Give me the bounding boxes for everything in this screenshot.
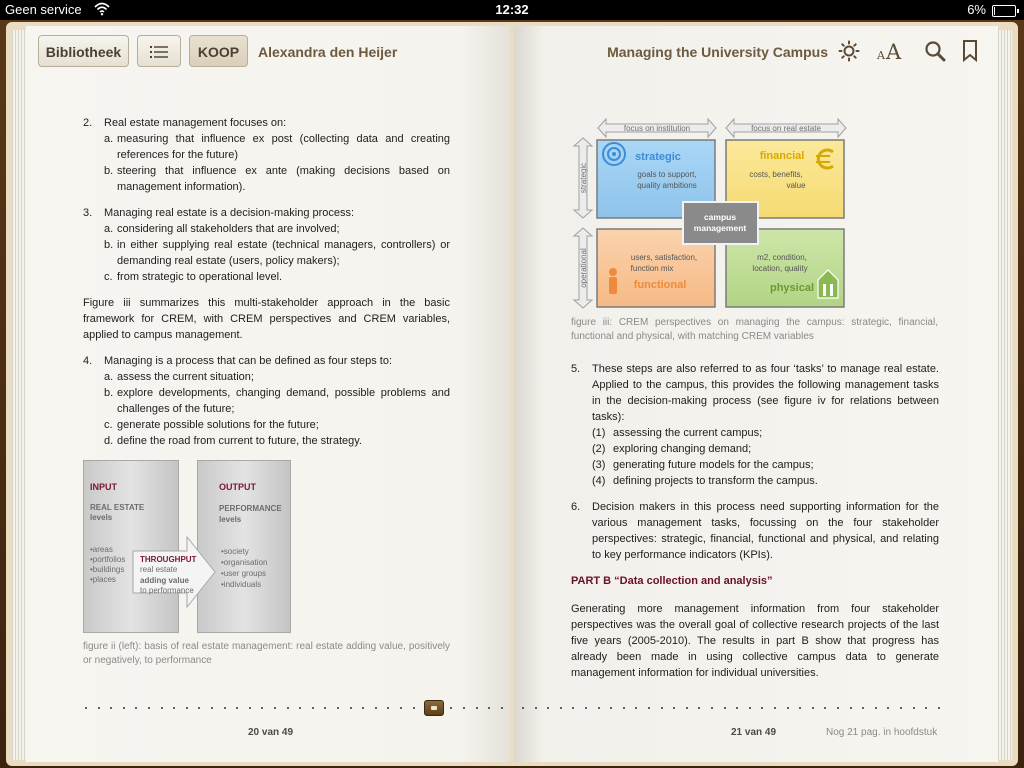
page-edges-right — [998, 30, 1012, 760]
part-b-heading: PART B “Data collection and analysis” — [571, 575, 773, 587]
figure-ii-caption: figure ii (left): basis of real estate management: real estate adding value, positively or negatively, to performance — [83, 641, 450, 666]
sub-text: define the road from current to future, the strategy. — [117, 435, 362, 447]
scrubber-dot — [598, 707, 600, 709]
scrubber-dot — [413, 707, 415, 709]
battery-fill — [994, 7, 995, 15]
item-number: 2. — [83, 117, 93, 129]
item-number: 6. — [571, 501, 581, 513]
throughput-line: adding value — [140, 576, 189, 585]
physical-desc: m2, condition, — [757, 253, 807, 262]
scrubber-dot — [198, 707, 200, 709]
scrubber-dot — [673, 707, 675, 709]
scrubber-dot — [812, 707, 814, 709]
list-item-3 — [83, 205, 450, 285]
right-page-text — [571, 361, 939, 691]
sub-letter: c. — [104, 271, 113, 283]
input-item: •portfolios — [90, 555, 126, 564]
scrubber-dot — [648, 707, 650, 709]
output-title: OUTPUT — [219, 482, 256, 492]
sub-text: in either supplying real estate (technical managers, controllers) or demanding real estate (users, policy makers); — [117, 239, 450, 267]
list-item-5 — [571, 361, 939, 489]
scrubber-dot — [135, 707, 137, 709]
sub-text: defining projects to transform the campus. — [613, 475, 818, 487]
scrubber-dot — [724, 707, 726, 709]
battery-percent: 6% — [967, 2, 986, 17]
sub-text: assess the current situation; — [117, 371, 254, 383]
scrubber-dot — [161, 707, 163, 709]
focus-real-estate-label: focus on real estate — [751, 124, 821, 133]
page-scrubber-right[interactable] — [520, 706, 940, 710]
scrubber-dot — [98, 707, 100, 709]
pages-remaining-in-chapter: Nog 21 pag. in hoofdstuk — [826, 727, 938, 738]
strategic-desc: goals to support, — [637, 170, 697, 179]
library-button[interactable]: Bibliotheek — [38, 35, 129, 67]
scrubber-dot — [312, 707, 314, 709]
item-text: Managing real estate is a decision-making process: — [104, 207, 355, 219]
input-subtitle-2: levels — [90, 513, 113, 522]
sub-text: explore developments, changing demand, possible problems and challenges of the future; — [117, 387, 450, 415]
scrubber-dot — [913, 707, 915, 709]
figure-iii — [570, 116, 850, 314]
item-text: Real estate management focuses on: — [104, 117, 287, 129]
battery-icon — [992, 5, 1016, 17]
sub-letter: a. — [104, 371, 114, 383]
sub-letter: a. — [104, 133, 114, 145]
scrubber-dot — [635, 707, 637, 709]
center-label-2: management — [693, 223, 747, 233]
scrubber-dot — [400, 707, 402, 709]
input-subtitle: REAL ESTATE — [90, 503, 145, 512]
scrubber-dot — [324, 707, 326, 709]
scrubber-dot — [698, 707, 700, 709]
scrubber-dot — [900, 707, 902, 709]
financial-desc: costs, benefits, — [749, 170, 803, 179]
scrubber-dot — [488, 707, 490, 709]
item-text: These steps are also referred to as four ‘tasks’ to manage real estate. Applied to the campus, this provides the following management tasks in the decision-making process (see figure iv for relations between tasks): — [592, 363, 939, 423]
scrubber-dot — [261, 707, 263, 709]
throughput-title: THROUGHPUT — [140, 555, 197, 564]
scrubber-dot — [774, 707, 776, 709]
throughput-line: to performance — [140, 586, 194, 595]
body-paragraph: Generating more management information from four stakeholder perspectives was the overall goal of collective research projects of the last five years (2005-2010). The results in part B show that progress has already been made in using collective campus data to generate management information for individual universities. — [571, 603, 939, 679]
sub-text: generating future models for the campus; — [613, 459, 814, 471]
scrubber-dot — [799, 707, 801, 709]
list-icon — [150, 45, 168, 59]
scrubber-dot — [299, 707, 301, 709]
sub-text: steering that influence ex ante (making decisions based on management information). — [117, 165, 450, 193]
sub-number: (4) — [592, 475, 606, 487]
scrubber-dot — [560, 707, 562, 709]
scrubber-dot — [547, 707, 549, 709]
list-item-2 — [83, 115, 450, 195]
scrubber-dot — [824, 707, 826, 709]
body-paragraph: Figure iii summarizes this multi-stakeholder approach in the basic framework for CREM, with CREM perspectives and CREM variables, applied to campus management. — [83, 297, 450, 341]
scrubber-dot — [463, 707, 465, 709]
carrier-label: Geen service — [5, 2, 82, 17]
scrubber-dot — [211, 707, 213, 709]
scrubber-dot — [224, 707, 226, 709]
strategic-desc-2: quality ambitions — [637, 181, 697, 190]
scrubber-dot — [522, 707, 524, 709]
list-item-6 — [571, 499, 939, 563]
scrubber-dot — [362, 707, 364, 709]
output-subtitle: PERFORMANCE — [219, 504, 282, 513]
item-text: Decision makers in this process need supporting information for the various management tasks, focussing on the four stakeholder perspectives: strategic, financial, functional and physical, and relating to key performance indicators (KPIs). — [592, 501, 939, 561]
search-icon[interactable] — [924, 40, 946, 62]
sub-letter: b. — [104, 239, 114, 251]
scrubber-dot — [938, 707, 940, 709]
clock: 12:32 — [495, 2, 529, 17]
font-size-button[interactable] — [876, 40, 908, 64]
scrubber-dot — [850, 707, 852, 709]
item-number: 5. — [571, 363, 581, 375]
operational-side-label: operational — [579, 248, 588, 288]
sub-text: assessing the current campus; — [613, 427, 763, 439]
scrubber-dot — [787, 707, 789, 709]
scrubber-dot — [585, 707, 587, 709]
page-scrubber-handle[interactable] — [424, 700, 444, 716]
sub-letter: c. — [104, 419, 113, 431]
scrubber-dot — [110, 707, 112, 709]
sub-text: exploring changing demand; — [613, 443, 752, 455]
strategic-side-label: strategic — [579, 162, 588, 194]
sub-text: considering all stakeholders that are involved; — [117, 223, 340, 235]
center-label: campus — [703, 212, 737, 222]
item-number: 3. — [83, 207, 93, 219]
right-page-number: 21 van 49 — [731, 727, 777, 738]
financial-desc-2: value — [786, 181, 806, 190]
scrubber-dot — [572, 707, 574, 709]
table-of-contents-button[interactable] — [137, 35, 181, 67]
scrubber-dot — [686, 707, 688, 709]
scrubber-dot — [501, 707, 503, 709]
output-item: •user groups — [221, 569, 267, 578]
sub-letter: b. — [104, 387, 114, 399]
sub-text: measuring that influence ex post (collecting data and creating references for the future) — [117, 133, 450, 161]
sub-number: (3) — [592, 459, 606, 471]
brightness-icon[interactable] — [838, 40, 860, 62]
scrubber-dot — [862, 707, 864, 709]
sub-letter: b. — [104, 165, 114, 177]
input-item: •areas — [90, 545, 113, 554]
list-item-4 — [83, 353, 450, 449]
scrubber-dot — [249, 707, 251, 709]
scrubber-dot — [749, 707, 751, 709]
sub-text: from strategic to operational level. — [117, 271, 283, 283]
output-subtitle-2: levels — [219, 515, 242, 524]
sub-text: generate possible solutions for the future; — [117, 419, 319, 431]
scrubber-dot — [837, 707, 839, 709]
scrubber-dot — [375, 707, 377, 709]
scrubber-dot — [450, 707, 452, 709]
scrubber-dot — [610, 707, 612, 709]
functional-desc-2: function mix — [630, 264, 674, 273]
small-a-icon: A — [877, 49, 885, 62]
scrubber-dot — [85, 707, 87, 709]
scrubber-dot — [287, 707, 289, 709]
page-edges-left — [12, 30, 26, 760]
financial-label: financial — [759, 150, 805, 162]
item-number: 4. — [83, 355, 93, 367]
sub-letter: a. — [104, 223, 114, 235]
bookmark-icon[interactable] — [962, 40, 978, 62]
focus-institution-label: focus on institution — [623, 124, 691, 133]
author-name: Alexandra den Heijer — [258, 44, 398, 60]
sub-letter: d. — [104, 435, 114, 447]
scrubber-dot — [274, 707, 276, 709]
person-icon — [609, 268, 617, 294]
input-item: •buildings — [90, 565, 125, 574]
sub-number: (2) — [592, 443, 606, 455]
scrubber-dot — [387, 707, 389, 709]
functional-desc: users, satisfaction, — [630, 253, 698, 262]
output-item: •organisation — [221, 558, 268, 567]
left-page-number: 20 van 49 — [248, 727, 294, 738]
scrubber-dot — [476, 707, 478, 709]
scrubber-dot — [761, 707, 763, 709]
figure-iii-caption: figure iii: CREM perspectives on managing the campus: strategic, financial, functional and physical, with matching CREM variables — [571, 317, 938, 342]
scrubber-dot — [123, 707, 125, 709]
buy-button[interactable]: KOOP — [189, 35, 248, 67]
throughput-line: real estate — [140, 565, 178, 574]
scrubber-dot — [623, 707, 625, 709]
input-item: •places — [90, 575, 116, 584]
book-title: Managing the University Campus — [607, 44, 828, 60]
functional-label: functional — [633, 279, 687, 291]
physical-label: physical — [769, 282, 815, 294]
scrubber-dot — [535, 707, 537, 709]
scrubber-dot — [711, 707, 713, 709]
left-page-text — [83, 115, 450, 459]
item-text: Managing is a process that can be defined as four steps to: — [104, 355, 393, 367]
scrubber-dot — [173, 707, 175, 709]
scrubber-dot — [925, 707, 927, 709]
scrubber-dot — [875, 707, 877, 709]
scrubber-dot — [661, 707, 663, 709]
input-title: INPUT — [90, 482, 117, 492]
scrubber-dot — [148, 707, 150, 709]
scrubber-dot — [186, 707, 188, 709]
physical-desc-2: location, quality — [752, 264, 808, 273]
status-bar — [0, 0, 1024, 20]
scrubber-dot — [236, 707, 238, 709]
scrubber-dot — [350, 707, 352, 709]
output-item: •individuals — [221, 580, 262, 589]
scrubber-dot — [887, 707, 889, 709]
large-a-icon: A — [886, 40, 902, 64]
strategic-label: strategic — [635, 151, 681, 163]
figure-ii — [83, 460, 295, 636]
sub-number: (1) — [592, 427, 606, 439]
scrubber-dot — [736, 707, 738, 709]
scrubber-dot — [337, 707, 339, 709]
output-item: •society — [221, 547, 249, 556]
